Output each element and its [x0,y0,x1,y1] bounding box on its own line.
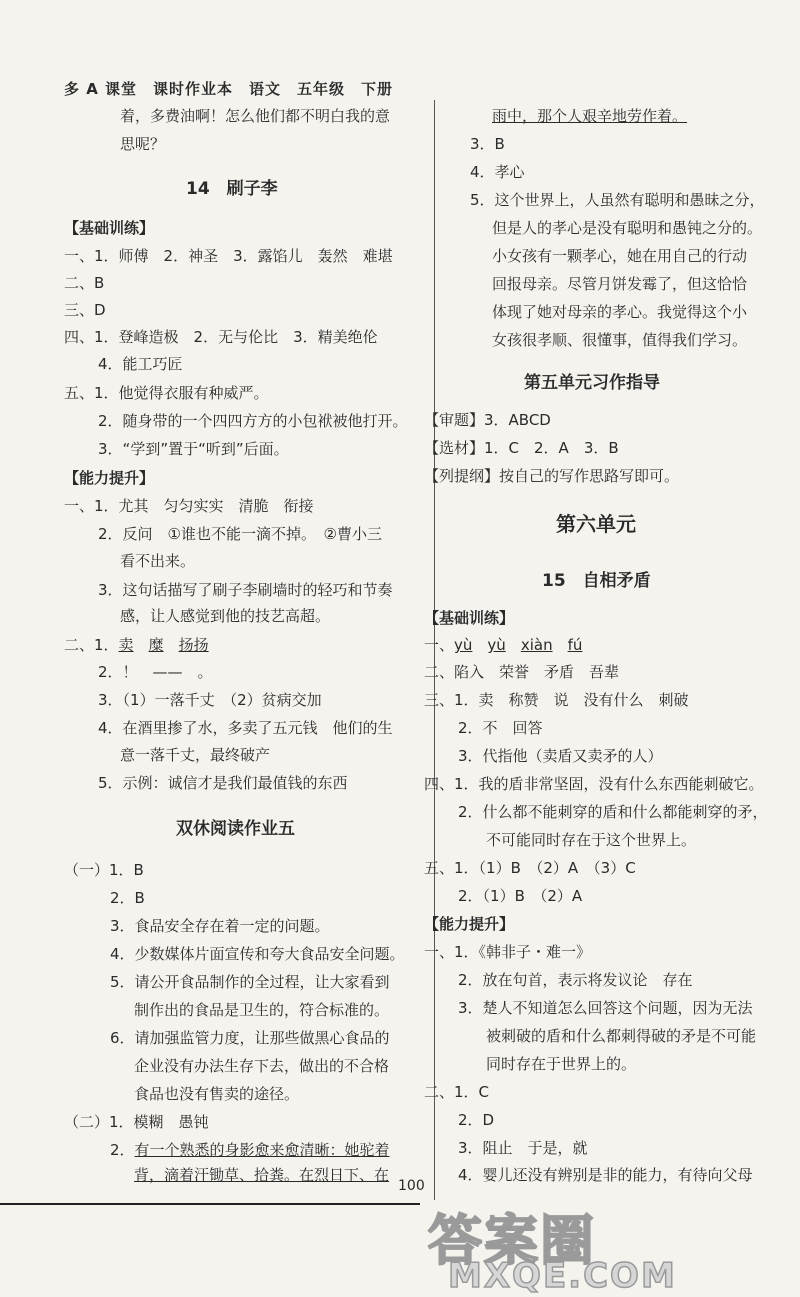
text-line: 思呢？ [120,135,166,153]
text-line: 一、1．尤其 匀匀实实 清脆 衔接 [64,497,314,515]
text-line [492,104,687,128]
text-line: 不可能同时存在于这个世界上。 [486,831,697,849]
underlined-answer: 糜 [148,636,164,654]
text-line: 4．婴儿还没有辨别是非的能力，有待向父母 [458,1166,753,1184]
text-line: 回报母亲。尽管月饼发霉了，但这恰恰 [492,275,748,293]
text-line: 3．食品安全存在着一定的问题。 [110,917,330,935]
text-line: 5．请公开食品制作的全过程，让大家看到 [110,973,390,991]
subsection-label: 【能力提升】 [424,915,515,933]
pinyin-answer: yù [487,636,506,654]
text-line: 看不出来。 [120,552,196,570]
text-line: 3．楚人不知道怎么回答这个问题，因为无法 [458,999,753,1017]
text-line: 体现了她对母亲的孝心。我觉得这个小 [492,303,748,321]
text-line: 5．示例：诚信才是我们最值钱的东西 [98,774,348,792]
text-line: 同时存在于世界上的。 [486,1055,637,1073]
text-line: 【选材】1．C 2．A 3．B [424,439,619,457]
text-line: 四、1．登峰造极 2．无与伦比 3．精美绝伦 [64,328,378,346]
section-title: 第五单元习作指导 [524,373,660,393]
text-line: 5．这个世界上，人虽然有聪明和愚昧之分， [470,191,765,209]
text-line: 3．阻止 于是，就 [458,1139,588,1157]
text-line: 4．孝心 [470,163,525,181]
text-line: 2．！ —— 。 [98,663,213,681]
text-line: 3．（1）一落千丈 （2）贫病交加 [98,691,322,709]
subsection-label: 【能力提升】 [64,469,155,487]
text-line: 4．少数媒体片面宣传和夸大食品安全问题。 [110,945,405,963]
text-line: 小女孩有一颗孝心，她在用自己的行动 [492,247,748,265]
underlined-answer: 卖 [118,636,134,654]
text-line: 制作出的食品是卫生的，符合标准的。 [134,1001,390,1019]
text-line [134,1163,389,1187]
underlined-answer: 扬扬 [178,636,209,654]
text-line: 6．请加强监管力度，让那些做黑心食品的 [110,1029,390,1047]
section-title: 14 刷子李 [186,179,278,199]
text-line: （一）1．B [64,861,144,879]
text-line: 2．不 回答 [458,719,543,737]
text-line: 3．这句话描写了刷子李刷墙时的轻巧和节奏 [98,581,393,599]
text-line: 三、D [64,301,106,319]
pinyin-answer: xiàn [520,636,553,654]
text-line: 一、1．师傅 2．神圣 3．露馅儿 轰然 难堪 [64,247,393,265]
text-line: 2．D [458,1111,495,1129]
text-prefix: 一、 [424,636,455,654]
text-line [64,633,209,657]
text-line: 着，多费油啊！怎么他们都不明白我的意 [120,107,391,125]
footer-rule [0,1203,420,1205]
text-line: 4．能工巧匠 [98,355,183,373]
pinyin-answer: yù [454,636,473,654]
subsection-label: 【基础训练】 [64,219,155,237]
text-line: 五、1．他觉得衣服有种威严。 [64,384,269,402]
page-header: 多 A 课堂 课时作业本 语文 五年级 下册 [64,80,394,98]
text-prefix: 二、1． [64,636,119,654]
subsection-label: 【基础训练】 [424,609,515,627]
watermark-text: 答案圈 [428,1209,596,1272]
underlined-answer: 有一个熟悉的身影愈来愈清晰：她驼着 [134,1141,390,1159]
text-line: 2．随身带的一个四四方方的小包袱被他打开。 [98,412,408,430]
text-line: 4．在酒里掺了水，多卖了五元钱 他们的生 [98,719,393,737]
text-line: 被刺破的盾和什么都刺得破的矛是不可能 [486,1027,757,1045]
text-line: 四、1．我的盾非常坚固，没有什么东西能刺破它。 [424,775,764,793]
text-line: 二、1．C [424,1083,490,1101]
unit-title: 第六单元 [556,512,636,536]
text-line: 2．放在句首，表示将发议论 存在 [458,971,693,989]
text-line: 二、B [64,274,105,292]
text-line: 食品也没有售卖的途径。 [134,1085,300,1103]
text-line: 3．B [470,135,505,153]
text-line: 感，让人感觉到他的技艺高超。 [120,607,331,625]
watermark-url: MXQE.COM [448,1256,677,1296]
text-line: 意一落千丈，最终破产 [120,746,271,764]
text-line: 二、陷入 荣誉 矛盾 吾辈 [424,663,620,681]
text-prefix: 2． [110,1141,135,1159]
text-line [424,633,582,657]
text-line: 五、1．（1）B （2）A （3）C [424,859,636,877]
section-title: 双休阅读作业五 [176,819,295,839]
underlined-answer: 雨中，那个人艰辛地劳作着。 [492,107,688,125]
underlined-answer: 背，滴着汗锄草、拾粪。在烈日下、在 [134,1166,390,1184]
text-line: 2．反问 ①谁也不能一滴不掉。 ②曹小三 [98,525,382,543]
section-title: 15 自相矛盾 [542,571,651,591]
text-line: 【列提纲】按自己的写作思路写即可。 [424,467,680,485]
text-line [110,1138,390,1162]
text-line: 女孩很孝顺、很懂事，值得我们学习。 [492,331,748,349]
text-line: 2．（1）B （2）A [458,887,583,905]
watermark-logo [428,1198,788,1296]
text-line: 三、1．卖 称赞 说 没有什么 刺破 [424,691,689,709]
text-line: 但是人的孝心是没有聪明和愚钝之分的。 [492,219,763,237]
pinyin-answer: fú [567,636,583,654]
text-line: 一、1．《韩非子・难一》 [424,943,592,961]
text-line: 2．B [110,889,145,907]
text-line: 2．什么都不能刺穿的盾和什么都能刺穿的矛， [458,803,768,821]
text-line: （二）1．模糊 愚钝 [64,1113,209,1131]
text-line: 3．“学到”置于“听到”后面。 [98,440,289,458]
text-line: 3．代指他（卖盾又卖矛的人） [458,747,663,765]
text-line: 企业没有办法生存下去，做出的不合格 [134,1057,390,1075]
text-line: 【审题】3．ABCD [424,411,551,429]
page-number: 100 [398,1178,425,1194]
